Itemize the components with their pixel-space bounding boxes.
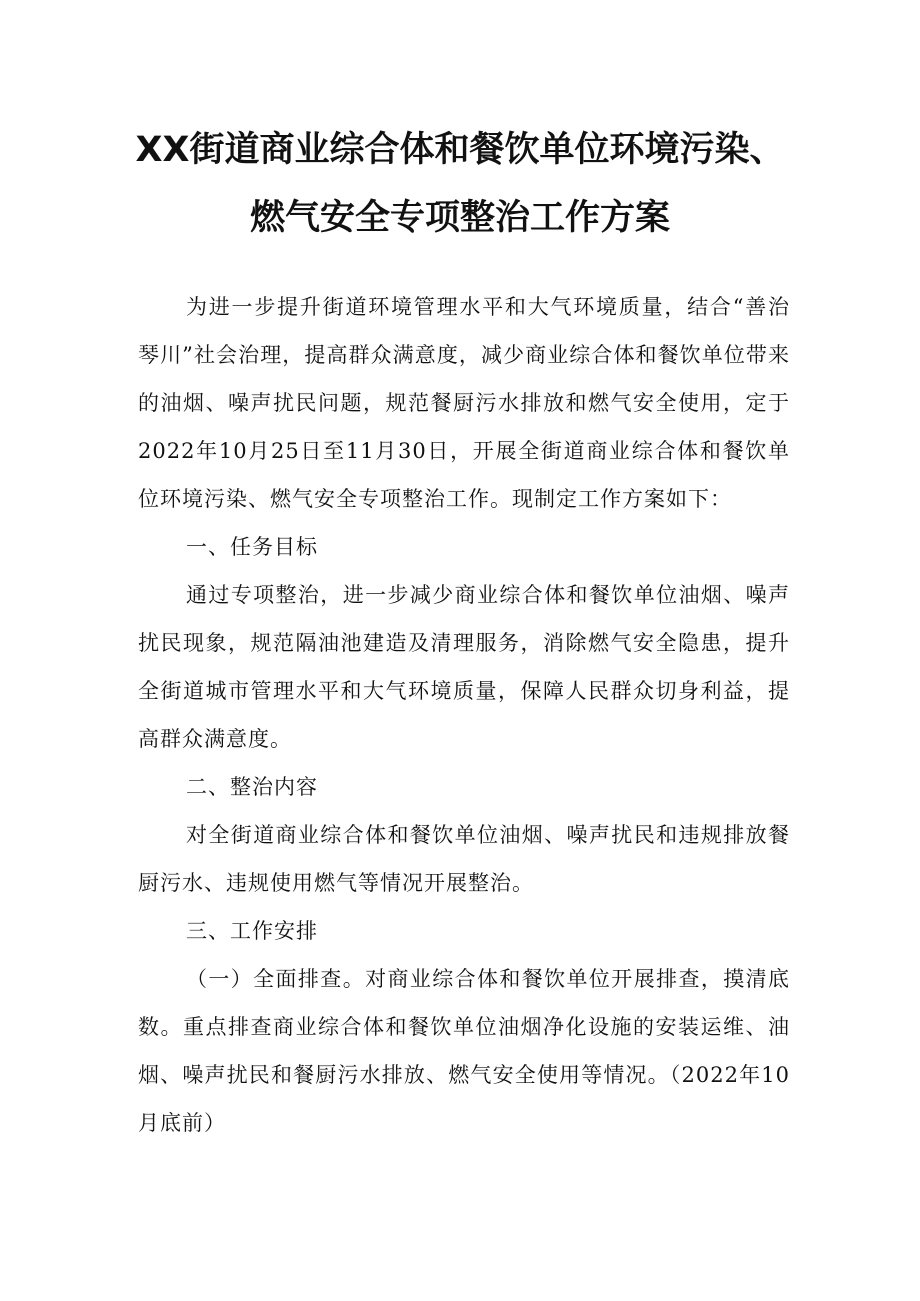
goals-paragraph: 通过专项整治，进一步减少商业综合体和餐饮单位油烟、噪声扰民现象，规范隔油池建造及清理服务，消除燃气安全隐患，提升全街道城市管理水平和大气环境质量，保障人民群众切身利益，提高群众满意度。	[138, 583, 790, 751]
section-heading-content: 二、整治内容	[186, 775, 318, 799]
document-title-line-1: XX街道商业综合体和餐饮单位环境污染、	[135, 130, 785, 170]
section-heading-goals: 一、任务目标	[186, 535, 318, 559]
intro-paragraph: 为进一步提升街道环境管理水平和大气环境质量，结合“善治琴川”社会治理，提高群众满意度，减少商业综合体和餐饮单位带来的油烟、噪声扰民问题，规范餐厨污水排放和燃气安全使用，定于2022年10月25日至11月30日，开展全街道商业综合体和餐饮单位环境污染、燃气安全专项整治工作。现制定工作方案如下：	[138, 295, 791, 511]
document-title-line-2: 燃气安全专项整治工作方案	[249, 198, 670, 238]
document-body	[138, 283, 790, 1147]
arrangement-item-1: （一）全面排查。对商业综合体和餐饮单位开展排查，摸清底数。重点排查商业综合体和餐饮单位油烟净化设施的安装运维、油烟、噪声扰民和餐厨污水排放、燃气安全使用等情况。（2022年10月底前）	[138, 967, 790, 1135]
section-heading-arrangement: 三、工作安排	[186, 919, 318, 943]
content-paragraph: 对全街道商业综合体和餐饮单位油烟、噪声扰民和违规排放餐厨污水、违规使用燃气等情况开展整治。	[138, 823, 790, 895]
